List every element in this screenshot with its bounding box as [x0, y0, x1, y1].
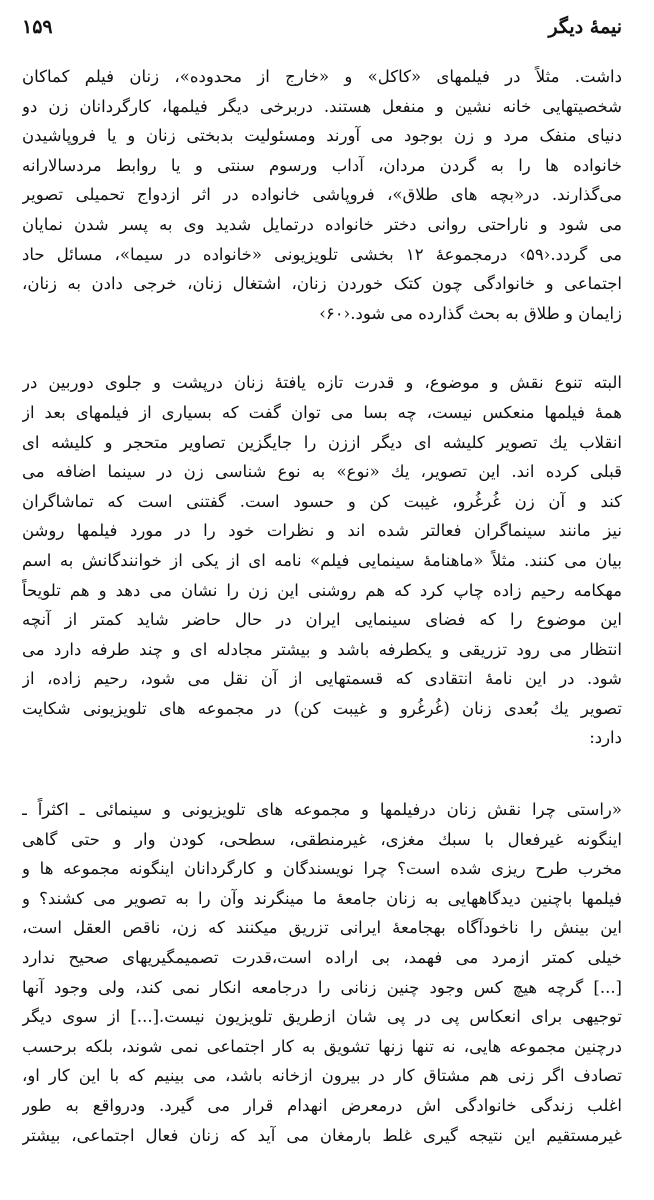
body-text	[22, 62, 622, 1150]
text-line: مهکامه رحیم زاده چاپ کرد که هم روشنی این زن را نشان می دهد و هم تلویحاً	[22, 580, 622, 600]
text-line: درچنین مجموعه هایی، نه تنها زنها تشویق به کار اجتماعی نمی شوند، بلکه برحسب	[22, 1036, 622, 1056]
paragraph-spacer	[22, 753, 622, 795]
paragraph-spacer	[22, 328, 622, 368]
text-line: شخصیتهایی خانه نشین و منفعل هستند. دربرخی دیگر فیلمها، کارگردانان زن دو	[22, 96, 622, 116]
text-line: تصویر یك بُعدی زنان (غُرغُرو و غیبت کن) در مجموعه های تلویزیونی شکایت	[22, 698, 622, 718]
text-line: شود. در این نامهٔ انتقادی که قسمتهایی از آن نقل می شود، رحیم زاده، از	[22, 669, 622, 689]
text-line: توجیهی برای انعکاس پی در پی شان ازطریق تلویزیون نیست.[...] از سوی دیگر	[22, 1007, 622, 1027]
text-line: می گردد.‹۵۹› درمجموعهٔ ۱۲ بخشی تلویزیونی «خانواده در سیما»، مسائل حاد	[22, 244, 622, 264]
text-line: [...] گرچه هیچ کس وجود چنین زنانی را درجامعه انکار نمی کند، ولی وجود آنها	[22, 977, 622, 997]
text-line: اینگونه غیرفعال با سبك مغزی، غیرمنطقی، سطحی، کودن وار و حتی گاهی	[22, 829, 622, 849]
text-line: دارد:	[589, 728, 622, 748]
text-line: دنیای منفک مرد و زن بوجود می آورند ومسئولیت بدبختی زنان و یا فروپاشیدن	[22, 126, 622, 146]
page-number: ۱۵۹	[22, 16, 53, 38]
text-line: فیلمها باچنین دیدگاههایی به زنان جامعهٔ ما مینگرند وآن را به تصویر می کشند؟ و	[22, 888, 622, 908]
text-line: نیز مانند سینماگران فعالتر شده اند و نظرات خود را در مورد فیلمها روشن	[22, 521, 622, 541]
text-line: غیرمستقیم این نتیجه گیری غلط بارمغان می آید که زنان فعال اجتماعی، بیشتر	[22, 1125, 622, 1145]
text-line: تصادف اگر زنی هم مشتاق کار در بیرون ازخانه باشد، می بینیم که با این کار او،	[22, 1066, 622, 1086]
text-line: البته تنوع نقش و موضوع، و قدرت تازه یافتهٔ زنان درپشت و جلوی دوربین در	[22, 373, 622, 393]
text-line: انقلاب یك تصویر کلیشه ای دیگر اززن را جایگزین تصاویر متحجر و کلیشه ای	[22, 432, 622, 452]
text-line: اغلب زندگی خانوادگی اش درمعرض انهدام قرار می گیرد. ودرواقع به طور	[22, 1096, 622, 1115]
running-title: نیمهٔ دیگر	[548, 16, 622, 38]
text-line: این موضوع را که فضای سینمایی ایران در حال حاضر شاید کمتر از آنچه	[22, 610, 622, 630]
text-line: کند و آن زن غُرغُرو، غیبت کن و حسود است. گفتنی است که تماشاگران	[22, 491, 622, 511]
text-line: داشت. مثلاً در فیلمهای «کاکل» و «خارج از محدوده»، زنان فیلم کماکان	[22, 67, 622, 86]
paragraph-2	[22, 368, 622, 753]
text-line: می شود و ناراحتی روانی دختر خانواده درتمایل شدید وی به پسر شدن نمایان	[22, 214, 622, 234]
text-line: انتظار می رود تزریقی و یکطرفه باشد و بیشتر مجادله ای و چند طرفه دارد می	[22, 639, 622, 659]
text-line: خانواده ها را به گردن مردان، آداب ورسوم سنتی و یا روابط مردسالارانه	[22, 155, 622, 175]
text-line: بیان می کنند. مثلاً «ماهنامهٔ سینمایی فیلم» نامه ای از یکی از خوانندگانش به اسم	[22, 550, 622, 570]
text-line: زایمان و طلاق به بحث گذارده می شود.‹۶۰›	[319, 303, 622, 323]
text-line: همهٔ فیلمها منعکس نیست، چه بسا می توان گفت که بسیاری از فیلمهای بعد از	[22, 402, 622, 422]
paragraph-3-quotation	[22, 795, 622, 1150]
paragraph-1	[22, 62, 622, 328]
text-line: می‌گذارند. در«بچه های طلاق»، فروپاشی خانواده در اثر ازدواج تحمیلی تصویر	[22, 185, 622, 205]
page-header	[22, 16, 622, 52]
text-line: خیلی کمتر ازمرد می فهمد، بی اراده است،قدرت تصمیمگیریهای صحیح ندارد	[22, 948, 622, 968]
text-line: مخرب طرح ریزی شده است؟ چرا نویسندگان و کارگردانان اینگونه مجموعه ها و	[22, 859, 622, 879]
text-line: قبلی کرده اند. این تصویر، یك «نوع» به نوع شناسی زن در سینما اضافه می	[22, 462, 622, 482]
text-line: اجتماعی و خانوادگی چون کتک خوردن زنان، اشتغال زنان، خرجی دادن به زنان،	[22, 274, 622, 294]
text-line: این بینش را ناخودآگاه بهجامعهٔ ایرانی تزریق میکنند که زن، ناقص العقل است،	[22, 918, 622, 938]
text-line: «راستی چرا نقش زنان درفیلمها و مجموعه های تلویزیونی و سینمائی ـ اکثراً ـ	[22, 800, 622, 820]
